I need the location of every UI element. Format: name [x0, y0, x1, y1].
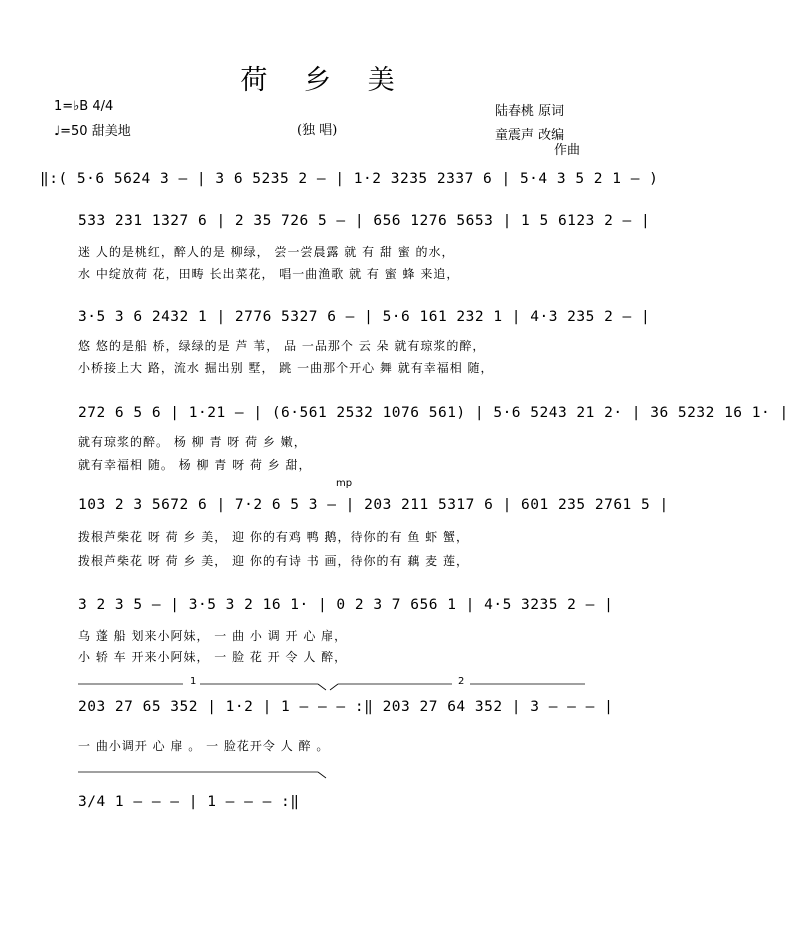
notation-row-3: 272 6 5 6 | 1·21 — | (6·561 2532 1076 561) | 5·6 5243 21 2· | 36 5232 16 1· | — [78, 405, 789, 421]
notation-row-5: 3 2 3 5 — | 3·5 3 2 16 1· | 0 2 3 7 656 1 | 4·5 3235 2 — | — [78, 597, 614, 613]
notation-row-1: 533 231 1327 6 | 2 35 726 5 — | 656 1276 5653 | 1 5 6123 2 — | — [78, 213, 651, 229]
composer-credit: 作曲 — [554, 143, 581, 158]
intro-line: ‖:( 5·6 5624 3 — | 3 6 5235 2 — | 1·2 3235 2337 6 | 5·4 3 5 2 1 — ) — [40, 171, 659, 187]
lyric-row-2b: 小桥接上大 路，流水 掘出别 墅， 跳 一曲那个开心 舞 就有幸福相 随， — [78, 361, 494, 375]
notation-row-4: 103 2 3 5672 6 | 7·2 6 5 3 — | 203 211 5317 6 | 601 235 2761 5 | — [78, 497, 669, 513]
lyricist-credit: 陆春桃 原词 — [495, 104, 565, 119]
song-title: 荷 乡 美 — [240, 65, 409, 96]
volta-2-start — [330, 684, 338, 690]
notation-row-2: 3·5 3 6 2432 1 | 2776 5327 6 — | 5·6 161 232 1 | 4·3 235 2 — | — [78, 309, 651, 325]
adapter-credit: 童震声 改编 — [495, 128, 565, 143]
lyric-row-2a: 悠 悠的是船 桥，绿绿的是 芦 苇， 品 一品那个 云 朵 就有琼浆的醉， — [78, 339, 486, 353]
final-line-end — [318, 772, 326, 778]
lyric-row-1b: 水 中绽放荷 花，田畴 长出菜花， 唱一曲渔歌 就 有 蜜 蜂 来追， — [78, 267, 460, 281]
notation-row-6: 203 27 65 352 | 1·2 | 1 — — — :‖ 203 27 64 352 | 3 — — — | — [78, 699, 614, 715]
volta-2-label: 2 — [458, 676, 465, 687]
key-meter: 1=♭B 4/4 — [54, 99, 114, 114]
lyric-row-3b: 就有幸福相 随。 杨 柳 青 呀 荷 乡 甜， — [78, 458, 312, 472]
lyric-row-6: 一 曲小调开 心 扉 。 一 脸花开令 人 醉 。 — [78, 739, 330, 753]
performance-mode: (独 唱) — [297, 123, 338, 138]
volta-1-end — [318, 684, 326, 690]
lyric-row-4b: 拨根芦柴花 呀 荷 乡 美， 迎 你的有诗 书 画，待你的有 藕 麦 莲， — [78, 554, 469, 568]
lyric-row-3a: 就有琼浆的醉。 杨 柳 青 呀 荷 乡 嫩， — [78, 435, 307, 449]
lyric-row-4a: 拨根芦柴花 呀 荷 乡 美， 迎 你的有鸡 鸭 鹅，待你的有 鱼 虾 蟹， — [78, 530, 469, 544]
notation-row-7: 3/4 1 — — — | 1 — — — :‖ — [78, 794, 300, 810]
lyric-row-5a: 乌 蓬 船 划来小阿妹， 一 曲 小 调 开 心 扉， — [78, 629, 348, 643]
lyric-row-5b: 小 轿 车 开来小阿妹， 一 脸 花 开 令 人 醉， — [78, 650, 348, 664]
volta-1-label: 1 — [190, 676, 197, 687]
tempo-marking: ♩=50 甜美地 — [54, 124, 131, 139]
dynamic-marking: mp — [336, 478, 353, 489]
lyric-row-1a: 迷 人的是桃红，醉人的是 柳绿， 尝一尝晨露 就 有 甜 蜜 的水， — [78, 245, 455, 259]
